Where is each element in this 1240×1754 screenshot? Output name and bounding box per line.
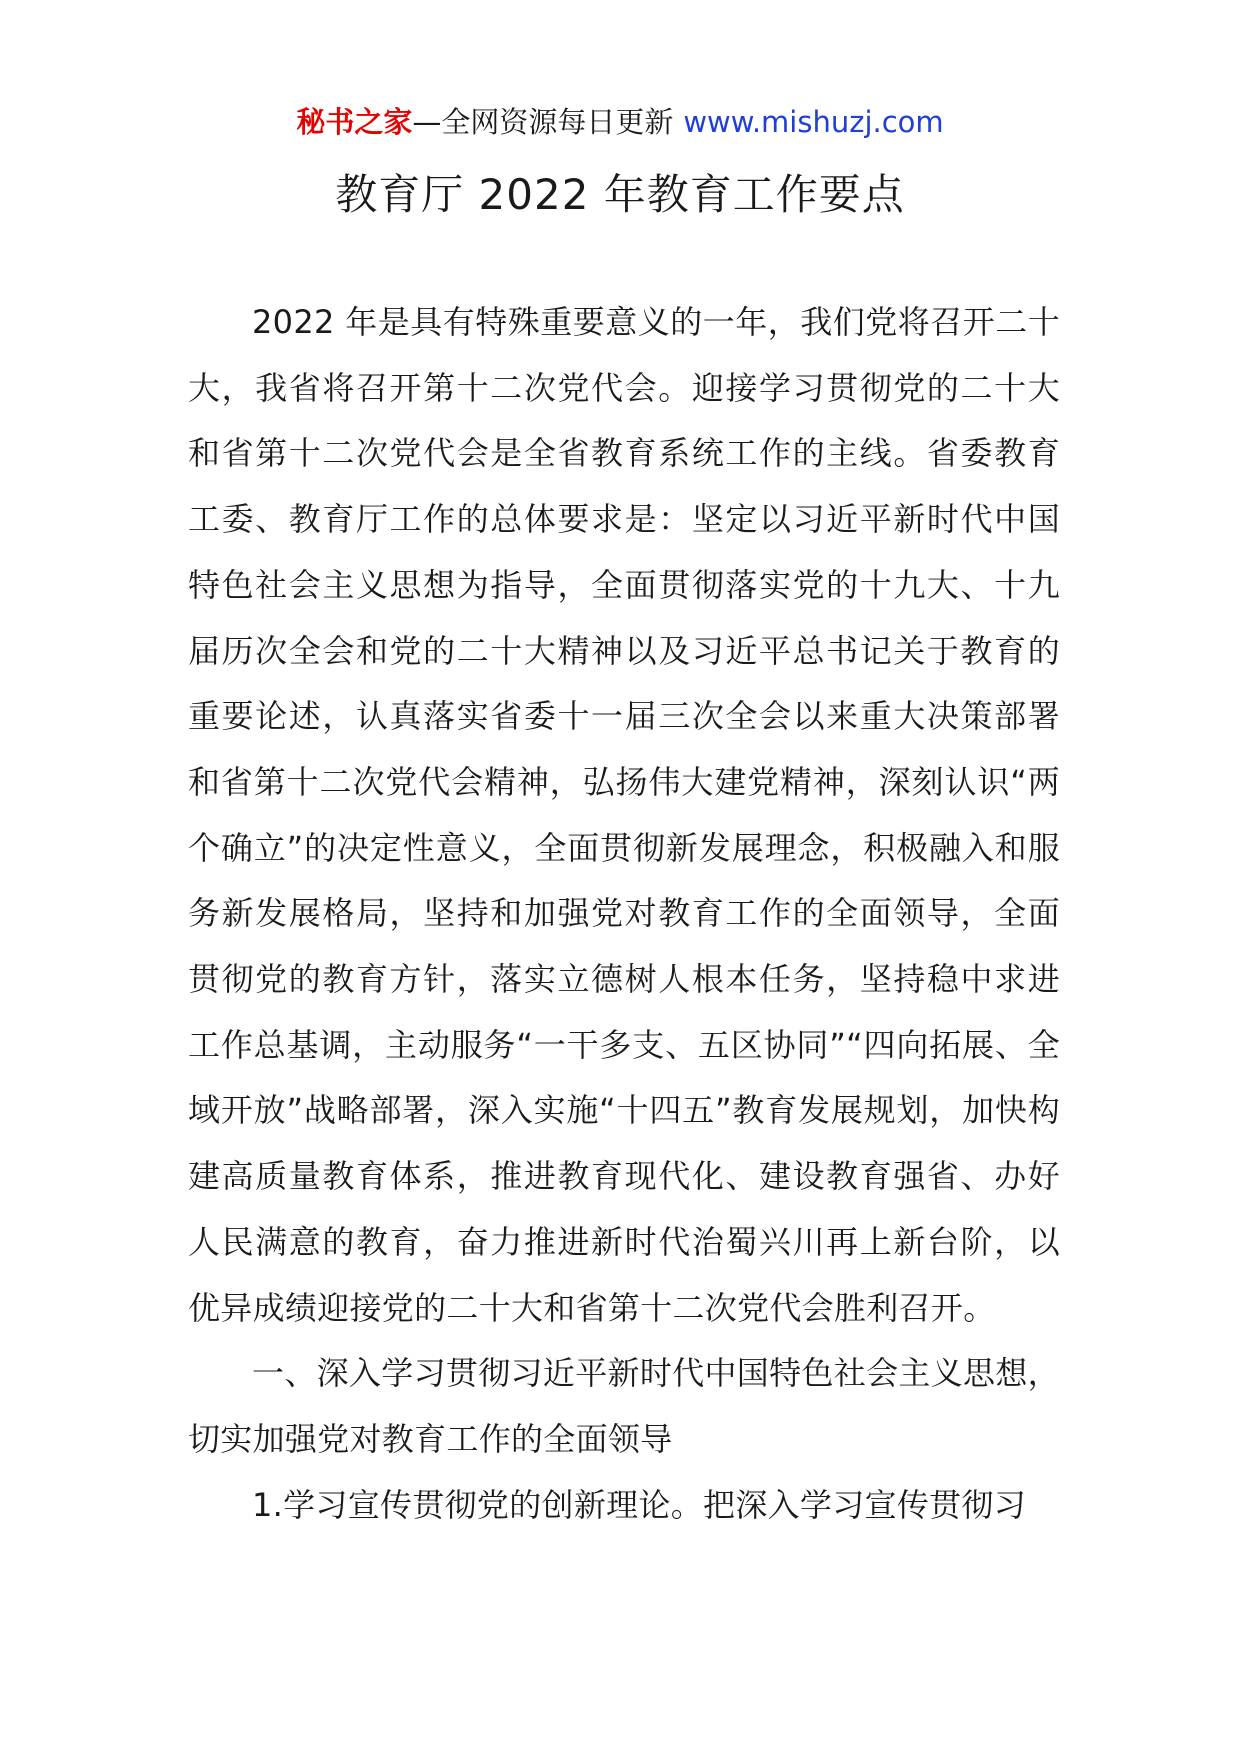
site-tagline: —全网资源每日更新 — [412, 105, 674, 139]
document-title: 教育厅 2022 年教育工作要点 — [335, 170, 905, 219]
site-header — [0, 102, 1240, 142]
intro-paragraph: 2022 年是具有特殊重要意义的一年，我们党将召开二十大，我省将召开第十二次党代会。迎接学习贯彻党的二十大和省第十二次党代会是全省教育系统工作的主线。省委教育工委、教育厅工作的总体要求是：坚定以习近平新时代中国特色社会主义思想为指导，全面贯彻落实党的十九大、十九届历次全会和党的二十大精神以及习近平总书记关于教育的重要论述，认真落实省委十一届三次全会以来重大决策部署和省第十二次党代会精神，弘扬伟大建党精神，深刻认识“两个确立”的决定性意义，全面贯彻新发展理念，积极融入和服务新发展格局，坚持和加强党对教育工作的全面领导，全面贯彻党的教育方针，落实立德树人根本任务，坚持稳中求进工作总基调，主动服务“一干多支、五区协同”“四向拓展、全域开放”战略部署，深入实施“十四五”教育发展规划，加快构建高质量教育体系，推进教育现代化、建设教育强省、办好人民满意的教育，奋力推进新时代治蜀兴川再上新台阶，以优异成绩迎接党的二十大和省第十二次党代会胜利召开。 — [188, 303, 1060, 1327]
site-brand: 秘书之家 — [296, 105, 413, 139]
site-url-link[interactable]: www.mishuzj.com — [683, 105, 944, 139]
section-heading: 一、深入学习贯彻习近平新时代中国特色社会主义思想，切实加强党对教育工作的全面领导 — [188, 1354, 1060, 1458]
document-body — [188, 290, 1060, 1538]
item-paragraph: 1.学习宣传贯彻党的创新理论。把深入学习宣传贯彻习 — [252, 1485, 1027, 1524]
